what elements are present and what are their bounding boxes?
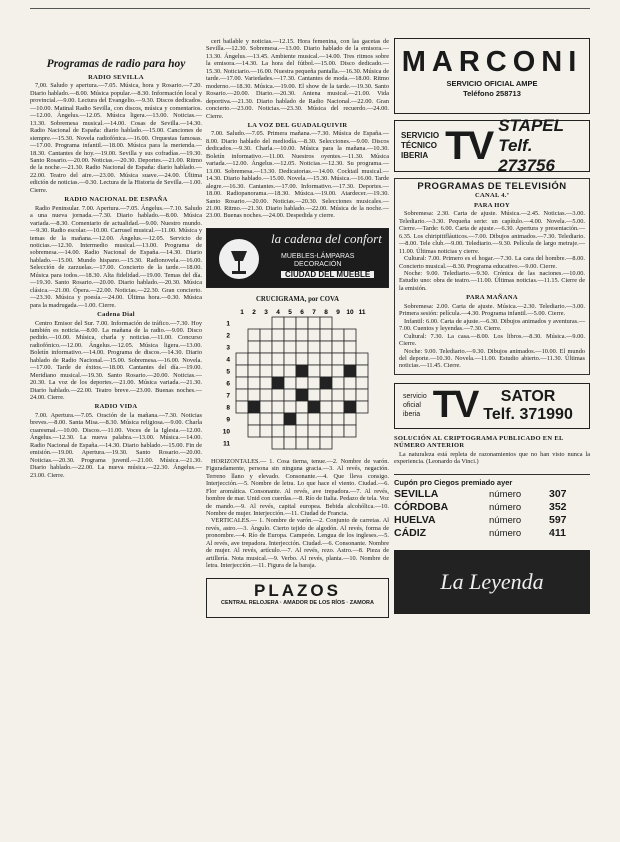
crossword-row-label: 4 <box>226 356 230 364</box>
tv-tomorrow-cultural: Cultural: 7.30. La casa.—8.00. Los libros.—8.30. Música.—9.00. Cierre. <box>399 332 585 348</box>
decorative-ad: La Leyenda <box>394 550 590 614</box>
tv-programs-box <box>394 178 590 375</box>
crossword-cell <box>308 377 320 389</box>
crossword-row-label: 1 <box>226 320 230 328</box>
crossword-cell <box>272 425 284 437</box>
lottery-results <box>394 474 590 540</box>
crossword-cell <box>296 437 308 449</box>
crossword-col-label: 9 <box>336 309 340 317</box>
crossword-cell <box>320 365 332 377</box>
crossword-cell <box>308 389 320 401</box>
plazos-ad-address: CENTRAL RELOJERA · AMADOR DE LOS RÍOS · ZAMORA <box>221 599 374 606</box>
crossword-cell <box>236 401 248 413</box>
crossword-cell <box>320 341 332 353</box>
plazos-ad-title: PLAZOS <box>254 580 341 600</box>
crossword-cell <box>344 389 356 401</box>
crossword-col-label: 2 <box>252 309 256 317</box>
crossword-cell <box>320 377 332 389</box>
crossword-cell <box>248 377 260 389</box>
crossword-cell <box>272 329 284 341</box>
lottery-row <box>394 514 590 527</box>
lottery-city: HUELVA <box>394 514 436 527</box>
crossword-row-label: 7 <box>226 392 230 400</box>
tv-today-cultural: Cultural: 7.00. Primero es el hogar.—7.30. La cara del hombre.—8.00. Concierto musical.—8.30. Programa educativo.—9.00. Cierre. <box>399 255 585 270</box>
crossword-cell <box>248 389 260 401</box>
crossword-cell <box>344 401 356 413</box>
crossword-cell <box>248 413 260 425</box>
lottery-number: 307 <box>549 488 567 501</box>
crossword-cell <box>296 317 308 329</box>
stapel-tv-logo: TV <box>445 124 493 168</box>
crossword-col-label: 3 <box>264 309 268 317</box>
crossword-cell <box>332 401 344 413</box>
crossword-col-label: 6 <box>300 309 304 317</box>
crossword-cell <box>260 401 272 413</box>
tv-tomorrow-noche: Noche: 9.00. Telediario.—9.30. Dibujos animados.—10.00. El mundo del deporte.—10.30. Novela.—11.00. Estudio abierto.—11.30. Últimas noticias.—11.45. Cierre. <box>399 347 585 370</box>
crossword-cell <box>320 353 332 365</box>
crossword-cell <box>356 365 368 377</box>
crossword-cell <box>308 437 320 449</box>
lottery-row <box>394 488 590 501</box>
crossword-cell <box>284 377 296 389</box>
crossword-cell <box>332 341 344 353</box>
sator-phone: Telf. 371990 <box>483 405 573 423</box>
crossword-cell <box>320 425 332 437</box>
lottery-number: 411 <box>549 527 566 540</box>
tv-today-noche: Noche: 9.00. Telediario.—9.30. Crónica de las naciones.—10.00. Estudio uno: obra de teatro.—11.00. Últimas noticias.—11.15. Cierre de la emisión. <box>399 269 585 292</box>
crossword-cell <box>344 425 356 437</box>
crossword-cell <box>284 329 296 341</box>
crossword-row-label: 9 <box>226 416 230 424</box>
radio-sevilla-text: 7,00. Saludo y apertura.—7.05. Música, hora y Rosario.—7.20. Diario hablado.—8.00. Música popular.—8.30. Información local y provincial.—9.00. Lectura del Evangelio.—9.30. Discos dedicados.—10.00. Matinal Radio Sevilla, con discos, música y comentarios.—12.00. Ángelus.—12.05. Música ligera.—13.00. Noticias.—13.30. Sobremesa musical.—14.00. Cosas de Sevilla.—14.30. Radio Nacional de España: diario hablado.—15.00. Canciones de siempre.—15.30. Novela radiofónica.—16.00. Orquestas famosas.—17.00. Programa infantil.—18.00. Música para la merienda.—18.30. Cantantes de hoy.—19.00. Sevilla y sus cofradías.—19.30. Santo Rosario.—20.00. Noticias.—20.30. Deportes.—21.00. Ritmo de la noche.—21.30. Radio Nacional de España: diario hablado.—22.00. Teatro del aire.—23.00. Música suave.—24.00. Última edición de noticias.—0.30. Lectura de la Historia de Sevilla.—1.00. Cierre. <box>30 82 202 194</box>
lottery-label: número <box>489 528 522 540</box>
confort-ad-subtitle: MUEBLES-LÁMPARAS DECORACIÓN <box>281 252 355 268</box>
crossword-cell <box>356 353 368 365</box>
crossword-cell <box>260 413 272 425</box>
sator-ad <box>394 383 590 429</box>
crossword-cell <box>320 389 332 401</box>
crossword-cell <box>320 401 332 413</box>
crossword-cell <box>260 341 272 353</box>
crossword-cell <box>332 329 344 341</box>
crossword-cell <box>260 365 272 377</box>
crossword-cell <box>320 437 332 449</box>
crossword-cell <box>260 425 272 437</box>
lottery-city: SEVILLA <box>394 488 439 501</box>
crossword-col-label: 5 <box>288 309 292 317</box>
crossword-row-label: 10 <box>222 428 230 436</box>
section-radio-nacional: RADIO NACIONAL DE ESPAÑA <box>64 196 168 204</box>
section-radio-vida: RADIO VIDA <box>94 403 138 411</box>
crossword-col-label: 8 <box>324 309 328 317</box>
crossword-cell <box>296 401 308 413</box>
crossword-cell <box>308 353 320 365</box>
crossword-cell <box>344 329 356 341</box>
radio-vida-text: 7.00. Apertura.—7.05. Oración de la mañana.—7.30. Noticias breves.—8.00. Santa Misa.—8.30. Música religiosa.—9.00. Charla cuaresmal.—10.00. Discos.—11.00. Voces de la Iglesia.—12.00. Ángelus.—12.30. La nueva palabra.—13.00. Música.—14.00. Radio Nacional de España.—14.30. Diario hablado.—15.00. Fin de emisión.—19.00. Apertura.—19.30. Santo Rosario.—20.00. Noticias.—20.30. Programa juvenil.—21.00. Música.—21.30. Diario hablado.—22.00. La nueva música.—22.30. Ángelus.—23.00. Cierre. <box>30 411 202 479</box>
lottery-title: Cupón pro Ciegos premiado ayer <box>394 477 513 487</box>
lottery-city: CÁDIZ <box>394 527 427 540</box>
voz-guadalquivir-text: 7.00. Saludo.—7.05. Primera mañana.—7.30. Música de España.—8.00. Diario hablado del mediodía.—8.30. Selecciones.—9.00. Discos dedicados.—9.30. Charla.—10.00. Música para la mañana.—10.30. Boletín informativo.—11.00. Nuestros oyentes.—11.30. Música variada.—12.00. Ángelus.—12.05. Noticias.—12.30. Su programa.—13.00. Sobremesa.—13.30. Dedicatorias.—14.00. Cocktail musical.—14.30. Diario hablado.—15.00. Novela.—15.30. Música.—16.00. Tarde alegre.—16.30. Cantantes.—17.00. Informativo.—17.30. Deportes.—18.00. Radiopanorama.—18.30. Música.—19.00. Atardecer.—19.30. Santo Rosario.—20.00. Noticias.—20.30. Selecciones musicales.—21.00. Ritmo.—21.30. Diario hablado.—22.00. Música de la noche.—23.00. Buenas noches.—24.00. Despedida y cierre. <box>206 130 389 220</box>
crossword-cell <box>296 389 308 401</box>
tv-tomorrow-sobremesa: Sobremesa: 2.00. Carta de ajuste. Música.—2.30. Telediario.—3.00. Primera sesión: película.—4.30. Programa infantil.—5.00. Cierre. <box>399 302 585 318</box>
marconi-phone: Teléfono 258713 <box>463 89 521 99</box>
crossword-cell <box>248 425 260 437</box>
tv-today-heading: PARA HOY <box>473 201 511 209</box>
crossword-cell <box>320 317 332 329</box>
right-column <box>394 38 590 838</box>
crossword-cell <box>344 413 356 425</box>
cryptogram-solution-text: La naturaleza está repleta de razonamientos que no han visto nunca la experiencia. (Leonardo da Vinci.) <box>394 450 590 466</box>
crossword-cell <box>356 401 368 413</box>
lottery-label: número <box>489 515 522 527</box>
crossword-col-label: 7 <box>312 309 316 317</box>
crossword-cell <box>308 341 320 353</box>
lottery-row <box>394 527 590 540</box>
crossword-cell <box>308 365 320 377</box>
crossword-cell <box>320 329 332 341</box>
crossword-cell <box>272 317 284 329</box>
cryptogram-solution-title: SOLUCIÓN AL CRIPTOGRAMA PUBLICADO EN EL NÚMERO ANTERIOR <box>394 434 564 450</box>
crossword-cell <box>332 353 344 365</box>
crossword-cell <box>296 353 308 365</box>
crossword-cell <box>272 365 284 377</box>
crossword-cell <box>284 437 296 449</box>
lottery-number: 352 <box>549 501 567 514</box>
crossword-cell <box>332 389 344 401</box>
crossword-cell <box>332 365 344 377</box>
crossword-cell <box>236 377 248 389</box>
tv-tomorrow-infantil: Infantil: 6.00. Carta de ajuste.—6.30. Dibujos animados y aventuras.—7.00. Cuentos y leyendas.—7.30. Cierre. <box>399 317 585 333</box>
section-radio-sevilla: RADIO SEVILLA <box>88 74 144 81</box>
crossword-cell <box>272 401 284 413</box>
crossword-cell <box>284 389 296 401</box>
crossword-col-label: 4 <box>276 309 280 317</box>
crossword-title: CRUCIGRAMA, por COVA <box>255 295 339 303</box>
crossword-cell <box>296 413 308 425</box>
crossword-cell <box>236 365 248 377</box>
crossword-cell <box>284 341 296 353</box>
sator-brand: SATOR <box>500 387 556 405</box>
lottery-label: número <box>489 502 522 514</box>
plazos-ad <box>206 578 389 618</box>
radio-continued-text: cert bailable y noticias.—12.15. Hora femenina, con las gacetas de Sevilla.—12.30. Sobremesa.—13.00. Diario hablado de la emisora.—13.30. Ángelus.—13.45. Ambiente musical.—14.00. Tres ritmos sobre la emisora.—14.30. La hora del fútbol.—15.00. Disco dedicado.—15.30. Noticiario.—16.00. Nuestra pequeña pantalla.—16.30. Música de tarde.—17.00. Variedades.—17.30. Cantantes de moda.—18.00. Ritmo moderno.—18.30. Música.—19.00. El show de la tarde.—19.30. Santo Rosario.—20.00. Diario.—20.30. Antena musical.—21.00. Vida deportiva.—21.30. Diario hablado de Radio Nacional.—22.00. Gran concierto.—23.00. Noticias.—23.30. Música del recuerdo.—24.00. Cierre. <box>206 38 389 120</box>
crossword-cell <box>260 353 272 365</box>
crossword-cell <box>308 401 320 413</box>
confort-ad-title: la cadena del confort <box>271 230 382 246</box>
marconi-ad <box>394 38 590 114</box>
stapel-phone: Telf. 273756 <box>498 136 555 175</box>
crossword-row-label: 3 <box>226 344 230 352</box>
crossword-cell <box>320 413 332 425</box>
crossword-cell <box>344 353 356 365</box>
crossword-row-label: 2 <box>226 332 230 340</box>
crossword-row-label: 11 <box>223 440 230 448</box>
lottery-number: 597 <box>549 514 567 527</box>
crossword-cell <box>296 365 308 377</box>
confort-ad <box>206 228 389 288</box>
crossword-cell <box>260 377 272 389</box>
crossword-cell <box>248 341 260 353</box>
crossword-vertical-clues: VERTICALES.— 1. Nombre de varón.—2. Conjunto de carretas. Al revés, astro.—3. Ángulo. Cierto tejido de algodón. Al revés, forma de pronombre.—4. Río de Europa. Campeón. Lengua de los ingleses.—5. Al revés, ave trepadora. Interjección. Ciudad.—6. Consonante. Nombre de mujer. Al revés, artículo.—7. Al revés, rezo. Astro.—8. Pieza de artillería. Nota musical.—9. Verbo. Al revés, planta.—10. Nombre de letra. Interjección.—11. Figura de la baraja. <box>206 517 389 570</box>
top-rule <box>30 8 590 9</box>
crossword-cell <box>308 425 320 437</box>
crossword-cell <box>260 329 272 341</box>
crossword-cell <box>296 329 308 341</box>
crossword-horizontal-clues: HORIZONTALES.— 1. Cosa tierna, tenue.—2. Nombre de varón. Figuradamente, persona sin ninguna gracia.—3. Al revés, negación. Terreno llano y elevado. Consonante.—4. Que lleva consigo. Interjección.—5. Nombre de letra. Lo que hace el viento. Ciudad.—6. Flor aromática. Consonante. Al revés, ave trepadora.—7. Al revés, hombre de mar. Unid con cuerdas.—8. Río de Italia. Pedazo de tela. Voz de mando.—9. Al revés, capital europea. Bebida alcohólica.—10. Nombre de mujer. Interjección.—11. Ciudad de Francia. <box>206 457 389 517</box>
crossword-col-label: 11 <box>358 309 366 317</box>
crossword-cell <box>272 353 284 365</box>
crossword-grid <box>206 305 389 455</box>
crossword-cell <box>248 353 260 365</box>
lottery-city: CÓRDOBA <box>394 501 449 514</box>
crossword-cell <box>308 317 320 329</box>
crossword-cell <box>284 353 296 365</box>
crossword-cell <box>260 389 272 401</box>
crossword-cell <box>284 401 296 413</box>
crossword-row-label: 6 <box>226 380 230 388</box>
cadena-dial-text: Centro Emisor del Sur. 7.00. Información de tráfico.—7.30. Hoy también es noticia.—8.00. La mañana de la radio.—9.00. Disco pedido.—10.00. Música, charla y noticias.—11.00. Concurso radiofónico.—12.00. Ángelus.—12.05. Música ligera.—13.00. Boletín informativo.—14.00. Programa de discos.—14.30. Diario hablado de Radio Nacional.—15.00. Sobremesa.—16.00. Novela.—17.00. Tarde de éxitos.—18.00. Cantantes del día.—19.00. Meridiano musical.—19.30. Santo Rosario.—20.00. Noticias.—20.30. La voz de los deportes.—21.00. Música variada.—21.30. Diario hablado.—22.00. Teatro breve.—23.00. Buenas noches.—24.00. Cierre. <box>30 319 202 402</box>
crossword-cell <box>248 329 260 341</box>
sator-service: servicio oficial iberia <box>403 393 427 419</box>
confort-ad-brand: CIUDAD DEL MUEBLE <box>281 271 374 278</box>
section-cadena-dial: Cadena Dial <box>97 311 135 319</box>
stapel-brand: STAPEL <box>498 116 565 135</box>
crossword-cell <box>296 425 308 437</box>
crossword-col-label: 1 <box>240 309 244 317</box>
crossword-cell <box>248 365 260 377</box>
crossword-cell <box>236 353 248 365</box>
crossword-cell <box>284 365 296 377</box>
crossword-cell <box>272 377 284 389</box>
tv-tomorrow-heading: PARA MAÑANA <box>466 294 518 302</box>
crossword-cell <box>332 425 344 437</box>
crossword-cell <box>296 341 308 353</box>
crossword-cell <box>344 377 356 389</box>
marconi-service: SERVICIO OFICIAL AMPE <box>446 79 538 88</box>
crossword-cell <box>284 413 296 425</box>
crossword-cell <box>308 329 320 341</box>
marconi-logo: MARCONI <box>401 46 583 78</box>
tv-channel: CANAL 4.ª <box>475 192 509 200</box>
crossword-cell <box>272 389 284 401</box>
radio-nacional-text: Radio Peninsular. 7.00. Apertura.—7.05. Ángelus.—7.10. Saludo a una nueva jornada.—7.30. Diario hablado.—8.00. Música variada.—8.30. Comentario de actualidad.—9.00. Nuestro mundo.—9.30. Radio escolar.—10.00. Carrusel musical.—11.00. Música y temas de la mañana.—12.00. Ángelus.—12.05. Servicio de noticias.—12.30. Intermedio musical.—13.00. Programa de sobremesa.—14.00. Radio Nacional de España.—14.30. Diario hablado.—15.00. Mundo hispano.—15.30. Radionovela.—16.00. Selección de zarzuelas.—17.00. Concierto de la tarde.—18.00. Música para todos.—18.30. Alta fidelidad.—19.00. Temas del día.—19.30. Santo Rosario.—20.00. Diario hablado.—20.30. Música clásica.—21.00. Ópera.—22.00. Noticias.—22.30. Gran concierto.—23.30. Música y poesía.—24.00. Última hora.—0.30. Música para la madrugada.—1.00. Cierre. <box>30 204 202 309</box>
crossword-cell <box>248 401 260 413</box>
crossword-cell <box>284 425 296 437</box>
crossword-cell <box>344 341 356 353</box>
radio-programs-column <box>30 38 202 838</box>
section-voz-guadalquivir: LA VOZ DEL GUADALQUIVIR <box>247 121 348 129</box>
crossword-cell <box>236 389 248 401</box>
crossword-cell <box>296 377 308 389</box>
crossword-cell <box>308 413 320 425</box>
lottery-label: número <box>489 489 522 501</box>
crossword-cell <box>356 389 368 401</box>
crossword-row-label: 5 <box>226 368 230 376</box>
tv-today-sobremesa: Sobremesa: 2.30. Carta de ajuste. Música.—2.45. Noticias.—3.00. Telediario.—3.30. Pequeña serie: un capítulo.—4.00. Novela.—5.00. Cierre.—Tarde: 6.00. Carta de ajuste.—6.30. Apertura y presentación.—6.35. Los chiripitifláuticos.—7.00. Dibujos animados.—7.30. Telediario.—8.00. Tele club.—9.00. Telediario.—9.30. Película de largo metraje.—11.00. Últimas noticias y cierre. <box>399 210 585 255</box>
crossword-cell <box>332 413 344 425</box>
stapel-ad <box>394 116 590 175</box>
lamp-icon <box>217 237 261 281</box>
middle-column <box>206 38 389 838</box>
crossword-cell <box>356 377 368 389</box>
crossword-cell <box>272 437 284 449</box>
sator-tv-logo: TV <box>432 384 478 427</box>
crossword-cell <box>344 365 356 377</box>
page-title: Programas de radio para hoy <box>46 58 186 70</box>
tv-programs-title: PROGRAMAS DE TELEVISIÓN <box>417 181 567 192</box>
lottery-row <box>394 501 590 514</box>
stapel-service: SERVICIO TÉCNICO IBERIA <box>401 131 440 160</box>
crossword-row-label: 8 <box>226 404 230 412</box>
crossword-cell <box>272 413 284 425</box>
crossword-cell <box>284 317 296 329</box>
crossword-col-label: 10 <box>346 309 354 317</box>
crossword-cell <box>332 377 344 389</box>
crossword-cell <box>272 341 284 353</box>
